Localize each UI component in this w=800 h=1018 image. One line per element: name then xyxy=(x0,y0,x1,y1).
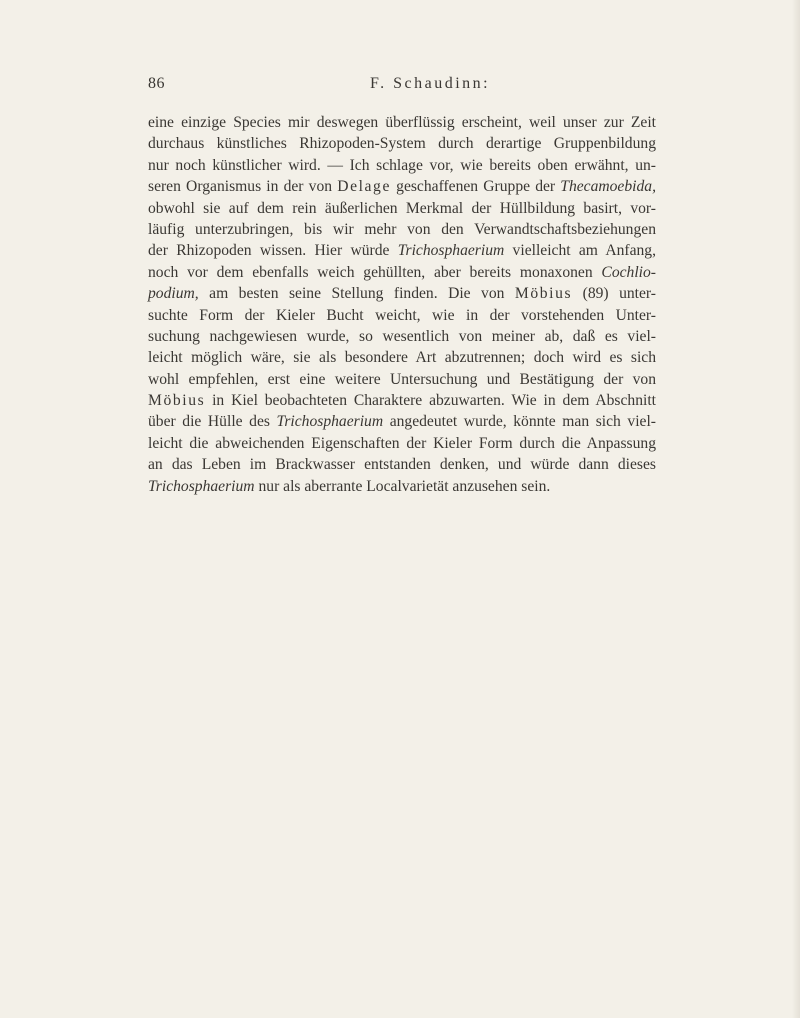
text-segment: angedeutet wurde, könnte man sich viel- xyxy=(383,413,656,431)
page-header xyxy=(148,74,656,94)
text-segment: nur noch künstlicher wird. — Ich schlage vor, wie bereits oben erwähnt, un- xyxy=(148,156,656,174)
text-segment: eine einzige Species mir deswegen überflüssig erscheint, weil unser zur Zeit xyxy=(148,114,656,131)
spaced-name: Möbius xyxy=(514,285,573,303)
text-line xyxy=(148,411,656,432)
text-segment: über die Hülle des xyxy=(148,413,277,431)
italic-term: Trichosphaerium xyxy=(397,242,505,260)
text-segment: am besten seine Stellung finden. Die von xyxy=(198,285,515,303)
page-number: 86 xyxy=(148,75,165,92)
text-segment: wohl empfehlen, erst eine weitere Untersuchung und Bestätigung der von xyxy=(148,370,656,388)
text-line xyxy=(148,219,656,240)
text-segment: suchte Form der Kieler Bucht weicht, wie in der vorstehenden Unter- xyxy=(148,306,656,324)
running-head: F. Schaudinn: xyxy=(370,75,491,92)
text-segment: geschaffenen Gruppe der xyxy=(390,178,561,196)
text-segment: durchaus künstliches Rhizopoden-System durch derartige Gruppenbildung xyxy=(148,135,656,153)
text-line xyxy=(148,347,656,368)
text-segment: suchung nachgewiesen wurde, so wesentlich von meiner ab, daß es viel- xyxy=(148,327,656,345)
text-line xyxy=(148,198,656,219)
text-line xyxy=(148,305,656,326)
page-edge-shadow xyxy=(792,0,800,1018)
text-segment: läufig unterzubringen, bis wir mehr von den Verwandtschaftsbeziehungen xyxy=(148,220,656,238)
text-segment: leicht die abweichenden Eigenschaften der Kieler Form durch die Anpassung xyxy=(148,434,656,452)
text-segment: leicht möglich wäre, sie als besondere Art abzutrennen; doch wird es sich xyxy=(148,349,656,367)
text-segment: obwohl sie auf dem rein äußerlichen Merkmal der Hüllbildung basirt, vor- xyxy=(148,199,656,217)
text-line xyxy=(148,476,656,497)
text-line xyxy=(148,326,656,347)
text-line xyxy=(148,176,656,197)
text-line xyxy=(148,390,656,411)
text-line xyxy=(148,133,656,154)
italic-term: Cochlio- xyxy=(601,263,656,281)
text-line xyxy=(148,454,656,475)
italic-term: Trichosphaerium xyxy=(148,477,255,495)
text-segment: an das Leben im Brackwasser entstanden denken, und würde dann dieses xyxy=(148,456,656,474)
italic-term: Trichosphaerium xyxy=(276,413,384,431)
text-segment: seren Organismus in der von xyxy=(148,178,338,196)
text-segment: nur als aberrante Localvarietät anzusehen sein. xyxy=(254,477,551,495)
italic-term: podium, xyxy=(148,285,199,303)
text-segment: in Kiel beobachteten Charaktere abzuwarten. Wie in dem Abschnitt xyxy=(205,392,656,410)
text-segment: der Rhizopoden wissen. Hier würde xyxy=(148,242,398,260)
text-line xyxy=(148,240,656,261)
text-line xyxy=(148,433,656,454)
text-line xyxy=(148,283,656,304)
italic-term: Thecamoebida, xyxy=(560,178,656,196)
body-text xyxy=(148,112,656,497)
spaced-name: Delage xyxy=(337,178,391,196)
text-line xyxy=(148,112,656,133)
text-line xyxy=(148,262,656,283)
text-segment: noch vor dem ebenfalls weich gehüllten, aber bereits monaxonen xyxy=(148,263,602,281)
text-line xyxy=(148,155,656,176)
text-line xyxy=(148,369,656,390)
text-segment: (89) unter- xyxy=(572,285,656,303)
spaced-name: Möbius xyxy=(148,392,206,410)
text-segment: vielleicht am Anfang, xyxy=(504,242,656,260)
